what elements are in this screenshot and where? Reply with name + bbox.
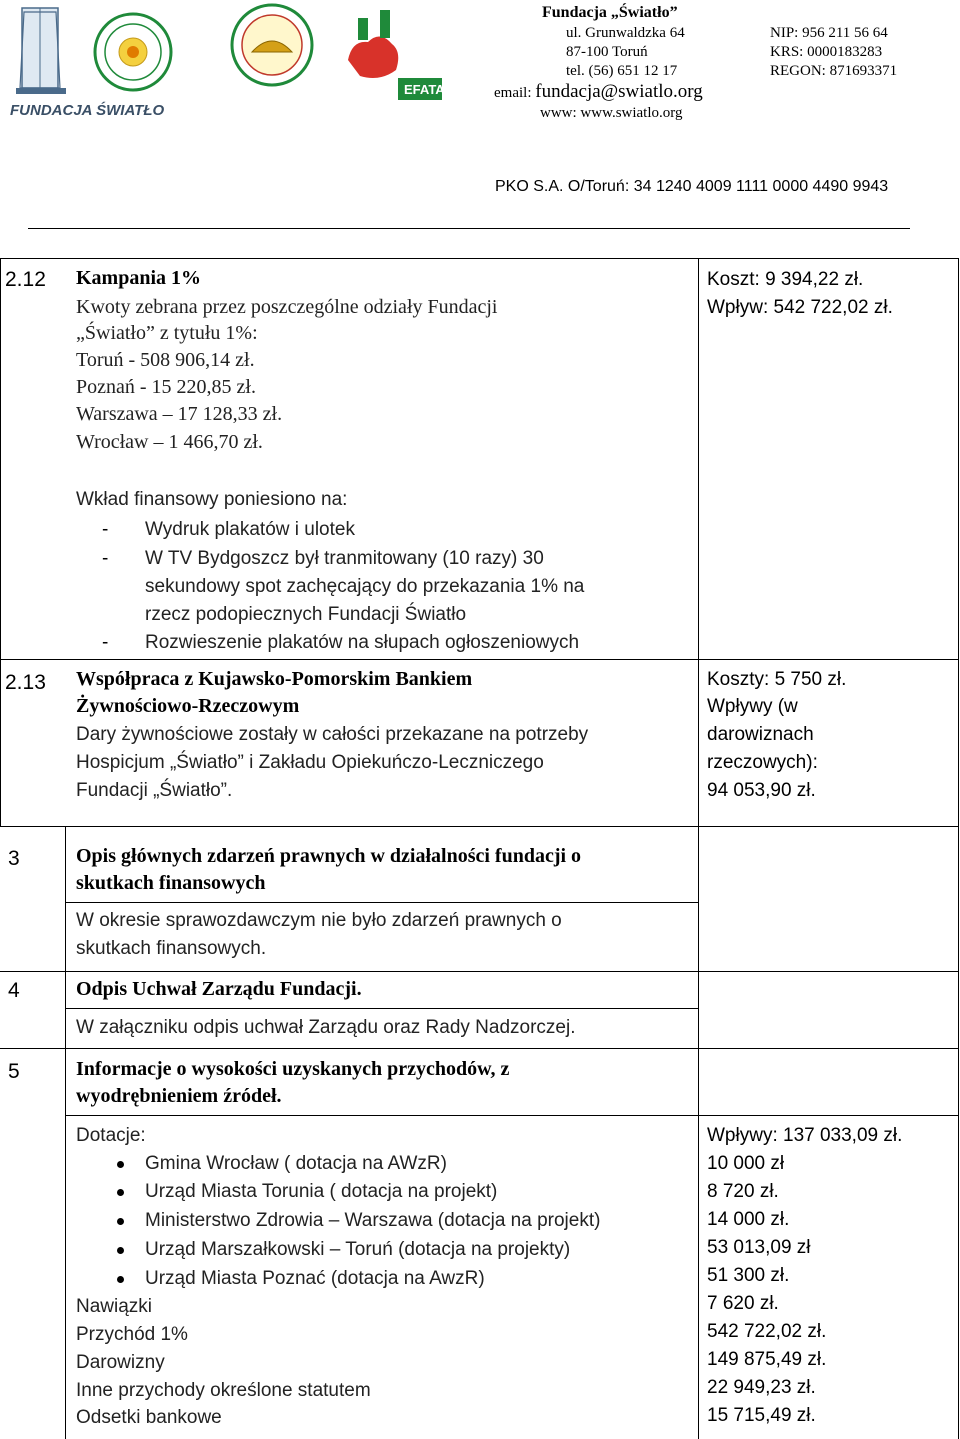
amount: 14 000 zł. (707, 1209, 790, 1230)
section-number-213: 2.13 (5, 671, 46, 694)
text-line: Poznań - 15 220,85 zł. (76, 376, 256, 398)
table-border-right (958, 258, 959, 1439)
amount: 53 013,09 zł (707, 1237, 811, 1258)
grant-item: Ministerstwo Zdrowia – Warszawa (dotacja na projekt) (145, 1210, 601, 1231)
list-item: sekundowy spot zachęcający do przekazania 1% na (145, 576, 585, 597)
text-line: Hospicjum „Światło” i Zakładu Opiekuńczo-Leczniczego (76, 752, 544, 773)
row-divider-4b (65, 1008, 699, 1009)
section-title-3: Opis głównych zdarzeń prawnych w działalności fundacji o (76, 845, 582, 867)
amount: 7 620 zł. (707, 1293, 779, 1314)
dash: - (102, 632, 109, 653)
section-title-213-cont: Żywnościowo-Rzeczowym (76, 695, 300, 717)
bullet-icon (117, 1247, 124, 1254)
text-line: Dary żywnościowe zostały w całości przekazane na potrzeby (76, 724, 589, 745)
text-line: Wrocław – 1 466,70 zł. (76, 431, 263, 453)
table-border-left (0, 258, 1, 826)
fundusz-stypendialny-logo (232, 5, 312, 85)
amount: 149 875,49 zł. (707, 1349, 827, 1370)
text-line: W okresie sprawozdawczym nie było zdarzeń prawnych o (76, 910, 562, 931)
grant-item: Urząd Miasta Poznać (dotacja na AwzR) (145, 1268, 485, 1289)
amount: Wpływy: 137 033,09 zł. (707, 1125, 903, 1146)
logos-graphic (0, 0, 460, 135)
fundacja-swiatlo-logo (16, 8, 66, 94)
right-value: Wpływy (w (707, 696, 798, 717)
bullet-icon (117, 1161, 124, 1168)
akademia-logo (95, 14, 171, 90)
row-divider-3 (0, 826, 959, 827)
dash: - (102, 548, 109, 569)
email-row (494, 82, 703, 103)
amount: 542 722,02 zł. (707, 1321, 827, 1342)
section-number-212: 2.12 (5, 268, 46, 291)
right-value: Koszty: 5 750 zł. (707, 669, 847, 690)
dotacje-label: Dotacje: (76, 1125, 146, 1146)
source-item: Inne przychody określone statutem (76, 1380, 371, 1401)
source-item: Odsetki bankowe (76, 1407, 222, 1428)
text-line: Toruń - 508 906,14 zł. (76, 349, 255, 371)
row-divider-213 (0, 659, 959, 660)
contribution-intro: Wkład finansowy poniesiono na: (76, 489, 348, 510)
section-number-4: 4 (8, 979, 20, 1002)
address-city: 87-100 Toruń (566, 44, 648, 60)
list-item: Wydruk plakatów i ulotek (145, 519, 355, 540)
list-item: Rozwieszenie plakatów na słupach ogłoszeniowych (145, 632, 580, 653)
amount: 15 715,49 zł. (707, 1405, 816, 1426)
row-divider-3b (65, 902, 699, 903)
bullet-icon (117, 1218, 124, 1225)
nip: NIP: 956 211 56 64 (770, 25, 888, 41)
amount: 10 000 zł (707, 1153, 785, 1174)
table-num-divider (65, 826, 66, 1439)
grant-item: Urząd Marszałkowski – Toruń (dotacja na projekty) (145, 1239, 571, 1260)
krs: KRS: 0000183283 (770, 44, 883, 60)
amount: 8 720 zł. (707, 1181, 779, 1202)
website[interactable]: www: www.swiatlo.org (540, 105, 683, 121)
section-title-212: Kampania 1% (76, 267, 202, 289)
section-number-3: 3 (8, 847, 20, 870)
main-logo-text: FUNDACJA ŚWIATŁO (10, 102, 165, 119)
table-border-top (0, 258, 959, 259)
email-link[interactable]: fundacja@swiatlo.org (535, 81, 703, 102)
grant-item: Urząd Miasta Torunia ( dotacja na projekt) (145, 1181, 498, 1202)
right-value: darowiznach (707, 724, 814, 745)
table-divider (698, 258, 699, 1439)
right-value: rzeczowych): (707, 752, 818, 773)
text-line: „Światło” z tytułu 1%: (76, 322, 258, 344)
amount: 22 949,23 zł. (707, 1377, 816, 1398)
address-street: ul. Grunwaldzka 64 (566, 25, 685, 41)
row-divider-5 (0, 1048, 959, 1049)
text-line: W załączniku odpis uchwał Zarządu oraz Rady Nadzorczej. (76, 1017, 576, 1038)
efata-text: EFATA (404, 82, 445, 97)
header-logos (0, 0, 460, 135)
row-divider-4 (0, 971, 959, 972)
grant-item: Gmina Wrocław ( dotacja na AWzR) (145, 1153, 447, 1174)
list-item: rzecz podopiecznych Fundacji Światło (145, 604, 467, 625)
section-title-5: Informacje o wysokości uzyskanych przychodów, z (76, 1058, 510, 1080)
bullet-icon (117, 1276, 124, 1283)
regon: REGON: 871693371 (770, 63, 898, 79)
section-number-5: 5 (8, 1060, 20, 1083)
right-value: 94 053,90 zł. (707, 780, 816, 801)
source-item: Nawiązki (76, 1296, 153, 1317)
row-divider-5b (65, 1115, 959, 1116)
text-line: Fundacji „Światło”. (76, 780, 233, 801)
list-item: W TV Bydgoszcz był tranmitowany (10 razy) 30 (145, 548, 544, 569)
section-title-213: Współpraca z Kujawsko-Pomorskim Bankiem (76, 668, 473, 690)
dash: - (102, 519, 109, 540)
org-name: Fundacja „Światło” (542, 4, 678, 21)
amount: 51 300 zł. (707, 1265, 790, 1286)
text-line: skutkach finansowych. (76, 938, 267, 959)
bank-account: PKO S.A. O/Toruń: 34 1240 4009 1111 0000 4490 9943 (495, 178, 889, 195)
text-line: Kwoty zebrana przez poszczególne odziały Fundacji (76, 296, 498, 318)
source-item: Przychód 1% (76, 1324, 188, 1345)
rooster-logo (348, 10, 398, 78)
section-title-5-cont: wyodrębnieniem źródeł. (76, 1085, 282, 1107)
phone: tel. (56) 651 12 17 (566, 63, 678, 79)
email-label: email: (494, 85, 532, 101)
section-title-3-cont: skutkach finansowych (76, 872, 266, 894)
source-item: Darowizny (76, 1352, 165, 1373)
cost-212: Koszt: 9 394,22 zł. (707, 269, 864, 290)
bullet-icon (117, 1189, 124, 1196)
text-line: Warszawa – 17 128,33 zł. (76, 403, 283, 425)
income-212: Wpływ: 542 722,02 zł. (707, 297, 893, 318)
section-title-4: Odpis Uchwał Zarządu Fundacji. (76, 978, 362, 1000)
header-rule (28, 228, 910, 229)
